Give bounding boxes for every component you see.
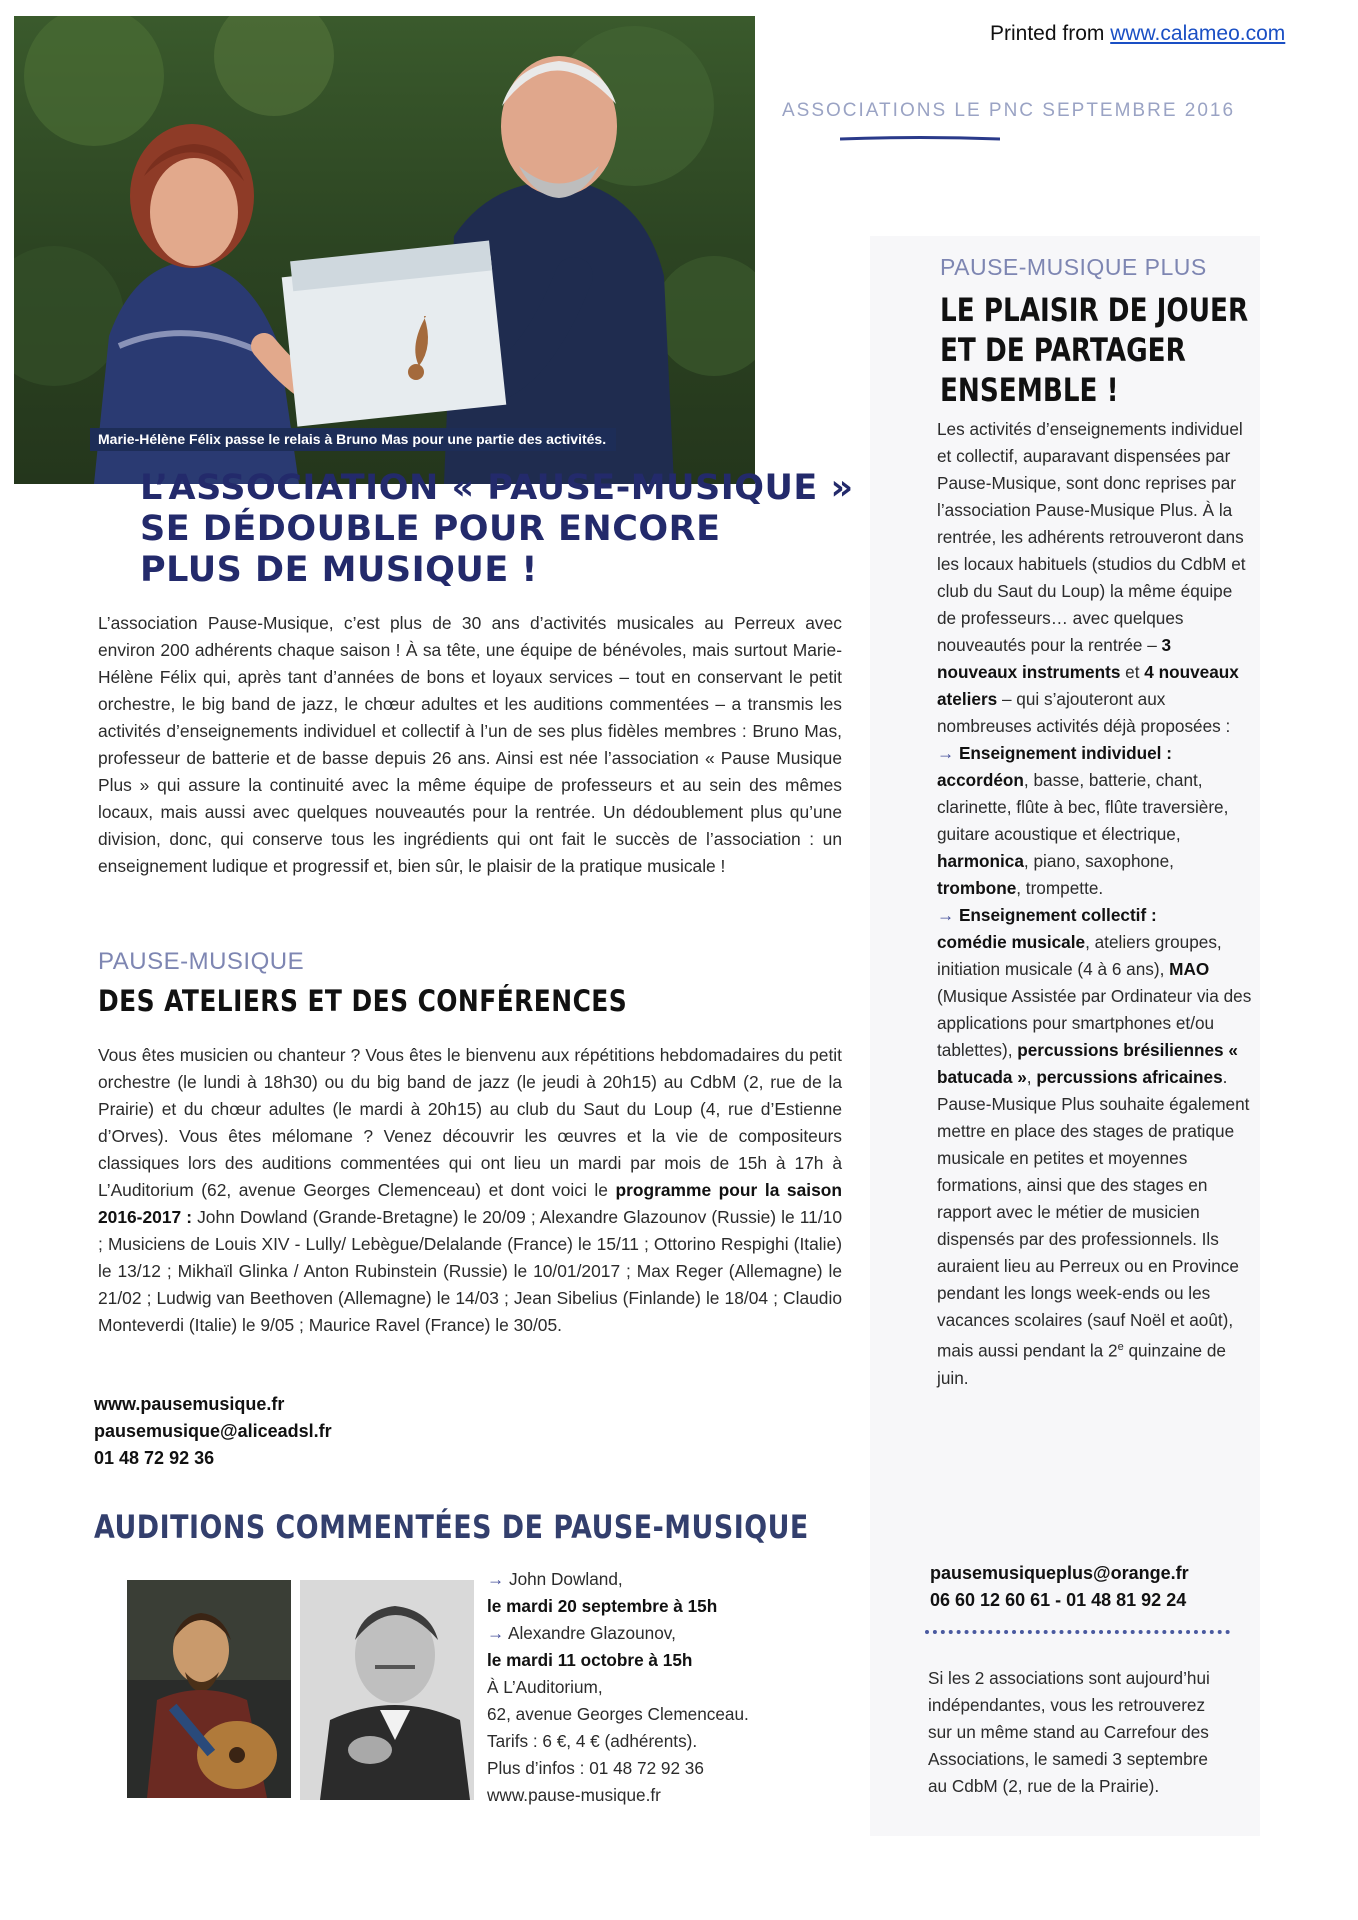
workshop-list-1: , ateliers groupes, initiation musicale (4 à 6 ans), — [937, 932, 1222, 979]
instrument-list-1: , basse, batterie, chant, clarinette, flûte à bec, flûte traversière, guitare acoustique et électrique, — [937, 770, 1229, 844]
workshop-list-4: . — [1222, 1067, 1228, 1087]
sidebar-p1-end: – qui s’ajouteront aux nombreuses activités déjà proposées : — [937, 689, 1231, 736]
audition-address: 62, avenue Georges Clemenceau. — [487, 1704, 749, 1724]
collective-teaching-label: Enseignement collectif : — [958, 905, 1157, 925]
workshop-list-3: , — [1026, 1067, 1037, 1087]
pause-musique-kicker: PAUSE-MUSIQUE — [98, 948, 305, 975]
instrument-list-3: , trompette. — [1016, 878, 1104, 898]
workshop-comedie-musicale: comédie musicale — [937, 932, 1086, 952]
dowland-painting — [127, 1580, 291, 1798]
arrow-icon: → — [487, 1569, 505, 1589]
article-intro: L’association Pause-Musique, c’est plus de 30 ans d’activités musicales au Perreux avec environ 200 adhérents chaque saison ! À sa tête, une équipe de bénévoles, mais surtout Marie-Hélène Félix qui, après tant d’années de bons et loyaux services – tout en conservant le petit orchestre, le big band de jazz, le chœur adultes et les auditions commentées – a transmis les activités d’enseignements individuel et collectif à l’un de ses plus fidèles membres : Bruno Mas, professeur de batterie et de basse depuis 26 ans. Ainsi est née l’association « Pause Musique Plus » qui assure la continuité avec la même équipe de professeurs et au sein des mêmes locaux, mais aussi avec quelques nouveautés pour la rentrée. Un dédoublement plus qu’une division, donc, qui conserve tous les ingrédients qui ont fait le succès de l’association : un enseignement ludique et progressif et, bien sûr, le plaisir de la pratique musicale ! — [98, 613, 842, 876]
pause-musique-website[interactable]: www.pausemusique.fr — [94, 1394, 285, 1414]
sidebar-title-line-1: LE PLAISIR DE JOUER — [940, 291, 1249, 329]
ateliers-paragraph — [98, 1042, 842, 1339]
article-photo — [14, 16, 755, 484]
article-title — [140, 468, 860, 591]
sidebar-p2-start: Pause-Musique Plus souhaite également mettre en place des stages de pratique musicale en petites et moyennes formations, ainsi que des stages en rapport avec le métier de musicien dispensés par des professionnels. Ils auraient lieu au Perreux ou en Province pendant les longs week-ends ou les vacances scolaires (sauf Noël et août), mais aussi pendant la 2 — [937, 1094, 1250, 1361]
audition-1-name: John Dowland, — [508, 1569, 623, 1589]
calameo-link[interactable]: www.calameo.com — [1110, 22, 1286, 45]
individual-teaching-label: Enseignement individuel : — [958, 743, 1172, 763]
portrait-john-dowland — [127, 1580, 291, 1798]
pause-musique-phone: 01 48 72 92 36 — [94, 1448, 215, 1468]
sidebar-title — [940, 290, 1268, 410]
audition-item-1 — [487, 1566, 749, 1593]
photo-illustration — [14, 16, 755, 484]
auditions-heading-wrap — [94, 1508, 945, 1546]
audition-prices: Tarifs : 6 €, 4 € (adhérents). — [487, 1731, 698, 1751]
pause-musique-email[interactable]: pausemusique@aliceadsl.fr — [94, 1421, 332, 1441]
glazounov-photo — [300, 1580, 474, 1800]
workshop-mao: MAO — [1169, 959, 1210, 979]
individual-teaching — [937, 740, 1252, 902]
printed-from-notice — [990, 22, 1285, 46]
new-instruments-label: 3 nouveaux instruments — [937, 635, 1172, 682]
workshop-list-2: (Musique Assistée par Ordinateur via des applications pour smartphones et/ou tablettes), — [937, 986, 1252, 1060]
audition-2-name: Alexandre Glazounov, — [508, 1623, 676, 1643]
sidebar-p2-end: quinzaine de juin. — [937, 1340, 1226, 1388]
arrow-icon: → — [937, 905, 955, 925]
sidebar-contact — [930, 1560, 1189, 1614]
new-workshops-label: 4 nouveaux ateliers — [937, 662, 1239, 709]
audition-2-date: le mardi 11 octobre à 15h — [487, 1650, 693, 1670]
running-head-underline — [840, 136, 1000, 141]
auditions-heading: AUDITIONS COMMENTÉES DE PAUSE-MUSIQUE — [94, 1508, 809, 1546]
sidebar-divider — [925, 1630, 1230, 1634]
workshop-batucada: percussions brésiliennes « batucada » — [937, 1040, 1238, 1087]
audition-1-date: le mardi 20 septembre à 15h — [487, 1596, 718, 1616]
sidebar-p1-start: Les activités d’enseignements individuel et collectif, auparavant dispensées par Pause-Musique, sont donc reprises par l’association Pause-Musique Plus. À la rentrée, les adhérents retrouveront dans les locaux habituels (studios du CdbM et club du Saut du Loup) la même équipe de professeurs… avec quelques nouveautés pour la rentrée – — [937, 419, 1246, 655]
arrow-icon: → — [487, 1623, 505, 1643]
sidebar-title-line-3: ENSEMBLE ! — [940, 371, 1119, 409]
pause-musique-contact — [94, 1391, 332, 1472]
article-title-line-2: SE DÉDOUBLE POUR ENCORE — [140, 509, 721, 549]
article-title-line-1: L’ASSOCIATION « PAUSE-MUSIQUE » — [140, 468, 854, 508]
printed-from-label: Printed from — [990, 22, 1111, 45]
audition-venue: À L’Auditorium, — [487, 1677, 603, 1697]
sidebar-paragraph-1 — [937, 416, 1252, 740]
collective-teaching — [937, 902, 1252, 1091]
pause-musique-heading: DES ATELIERS ET DES CONFÉRENCES — [98, 984, 628, 1018]
sidebar-p1-mid: et — [1120, 662, 1145, 682]
sidebar-body — [937, 416, 1252, 1392]
instrument-harmonica: harmonica — [937, 851, 1024, 871]
audition-item-2 — [487, 1620, 749, 1647]
instrument-trombone: trombone — [937, 878, 1017, 898]
ateliers-text-start: Vous êtes musicien ou chanteur ? Vous êtes le bienvenu aux répétitions hebdomadaires du petit orchestre (le lundi à 18h30) ou du big band de jazz (le jeudi à 20h15) au CdbM (2, rue de la Prairie) et du chœur adultes (le mardi à 20h15) au club du Saut du Loup (4, rue d’Estienne d’Orves). Vous êtes mélomane ? Venez découvrir les œuvres et la vie de compositeurs classiques lors des auditions commentées qui ont lieu un mardi par mois de 15h à 17h à L’Auditorium (62, avenue Georges Clemenceau) et dont voici le — [98, 1045, 842, 1200]
instrument-list-2: , piano, saxophone, — [1023, 851, 1174, 871]
instrument-accordeon: accordéon — [937, 770, 1024, 790]
sidebar-p2-sup: e — [1117, 1341, 1124, 1353]
ateliers-text-end: John Dowland (Grande-Bretagne) le 20/09 ; Alexandre Glazounov (Russie) le 11/10 ; Musiciens de Louis XIV - Lully/ Lebègue/Delalande (France) le 15/11 ; Ottorino Respighi (Italie) le 13/12 ; Mikhaïl Glinka / Anton Rubinstein (Russie) le 10/01/2017 ; Max Reger (Allemagne) le 21/02 ; Ludwig van Beethoven (Allemagne) le 14/03 ; Jean Sibelius (Finlande) le 18/04 ; Claudio Monteverdi (Italie) le 9/05 ; Maurice Ravel (France) le 30/05. — [98, 1207, 842, 1335]
auditions-list — [487, 1566, 749, 1809]
article-title-line-3: PLUS DE MUSIQUE ! — [140, 550, 538, 590]
portrait-alexandre-glazounov — [300, 1580, 474, 1800]
running-head: ASSOCIATIONS LE PNC SEPTEMBRE 2016 — [782, 100, 1236, 121]
programme-label: programme pour la saison 2016-2017 : — [98, 1180, 842, 1227]
sidebar-footer-note: Si les 2 associations sont aujourd’hui indépendantes, vous les retrouverez sur un même stand au Carrefour des Associations, le samedi 3 septembre au CdbM (2, rue de la Prairie). — [928, 1668, 1210, 1796]
sidebar-kicker: PAUSE-MUSIQUE PLUS — [940, 254, 1207, 280]
photo-caption: Marie-Hélène Félix passe le relais à Bruno Mas pour une partie des activités. — [90, 428, 616, 451]
arrow-icon: → — [937, 743, 955, 763]
workshop-percussions-africaines: percussions africaines — [1036, 1067, 1223, 1087]
sidebar-paragraph-2 — [937, 1091, 1252, 1392]
sidebar-email[interactable]: pausemusiqueplus@orange.fr — [930, 1563, 1189, 1583]
sidebar-phones: 06 60 12 60 61 - 01 48 81 92 24 — [930, 1590, 1187, 1610]
sidebar-title-line-2: ET DE PARTAGER — [940, 331, 1186, 369]
audition-website[interactable]: www.pause-musique.fr — [487, 1785, 661, 1805]
audition-info: Plus d’infos : 01 48 72 92 36 — [487, 1758, 704, 1778]
pause-musique-heading-wrap — [98, 984, 713, 1018]
